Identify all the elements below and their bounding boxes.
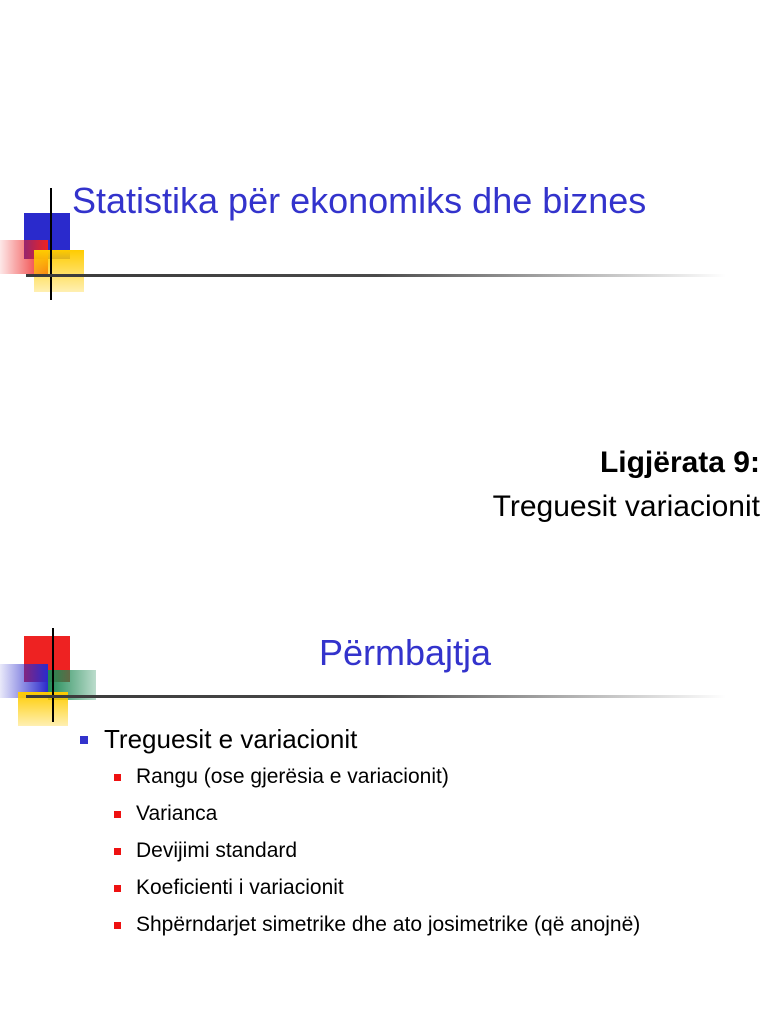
list-item: [114, 912, 674, 937]
title-rule: [26, 695, 726, 698]
list-item-label: Devijimi standard: [136, 839, 298, 862]
list-item-label: Varianca: [136, 802, 218, 825]
vertical-line: [50, 188, 52, 300]
square-bullet-icon: [114, 922, 121, 929]
yellow-square: [34, 250, 84, 292]
list-item: [114, 875, 674, 900]
lecture-number: Ligjërata 9:: [599, 446, 760, 479]
square-bullet-icon: [80, 736, 88, 744]
sub-list: [114, 764, 674, 949]
title-rule: [26, 274, 726, 277]
list-item-main: [80, 724, 357, 755]
square-bullet-icon: [114, 774, 121, 781]
list-item-main-label: Treguesit e variacionit: [104, 724, 358, 754]
square-bullet-icon: [114, 848, 121, 855]
list-item: [114, 764, 674, 789]
square-bullet-icon: [114, 885, 121, 892]
list-item-label: Shpërndarjet simetrike dhe ato josimetrike (që anojnë): [136, 913, 641, 936]
list-item: [114, 838, 674, 863]
slide-title-text: Statistika për ekonomiks dhe biznes: [72, 180, 647, 221]
list-item-label: Rangu (ose gjerësia e variacionit): [136, 765, 449, 788]
contents-title: Përmbajtja: [318, 632, 492, 673]
square-bullet-icon: [114, 811, 121, 818]
slide-contents: [0, 600, 768, 1024]
list-item: [114, 801, 674, 826]
list-item-label: Koeficienti i variacionit: [136, 876, 344, 899]
lecture-topic: Treguesit variacionit: [492, 490, 760, 523]
